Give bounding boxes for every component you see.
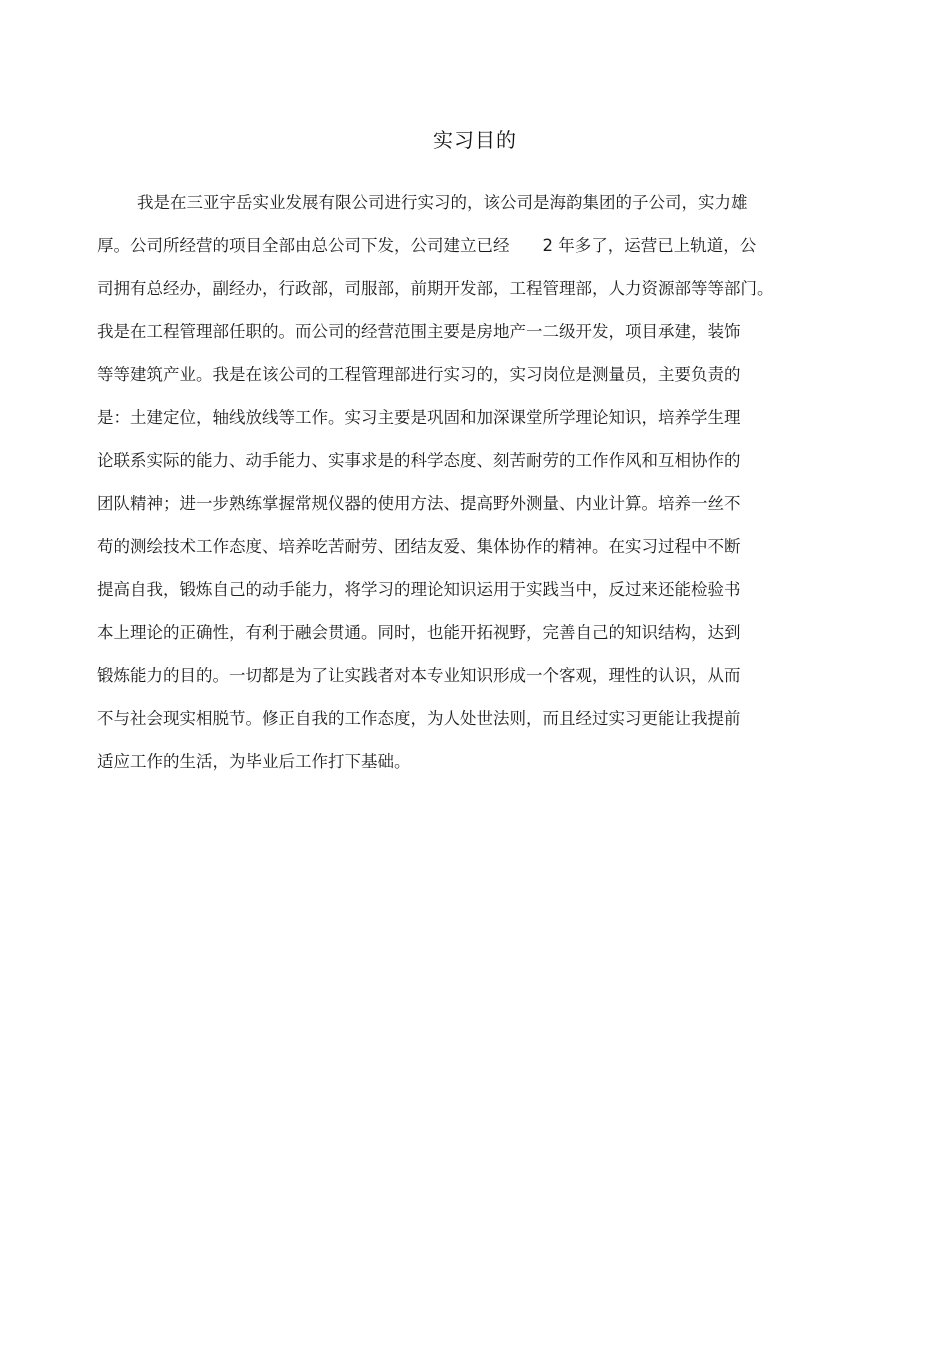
document-title: 实习目的 <box>433 128 517 152</box>
paragraph-line: 提高自我，锻炼自己的动手能力，将学习的理论知识运用于实践当中，反过来还能检验书 <box>97 580 741 599</box>
paragraph-line: 我是在三亚宇岳实业发展有限公司进行实习的，该公司是海韵集团的子公司，实力雄 <box>137 193 748 212</box>
paragraph-line: 团队精神；进一步熟练掌握常规仪器的使用方法、提高野外测量、内业计算。培养一丝不 <box>97 494 741 513</box>
paragraph-line: 是：土建定位，轴线放线等工作。实习主要是巩固和加深课堂所学理论知识，培养学生理 <box>97 408 741 427</box>
paragraph-line: 等等建筑产业。我是在该公司的工程管理部进行实习的，实习岗位是测量员，主要负责的 <box>97 365 741 384</box>
paragraph-line: 锻炼能力的目的。一切都是为了让实践者对本专业知识形成一个客观，理性的认识，从而 <box>97 666 741 685</box>
paragraph-line: 苟的测绘技术工作态度、培养吃苦耐劳、团结友爱、集体协作的精神。在实习过程中不断 <box>97 537 741 556</box>
paragraph-line: 论联系实际的能力、动手能力、实事求是的科学态度、刻苦耐劳的工作作风和互相协作的 <box>97 451 741 470</box>
paragraph-line: 司拥有总经办，副经办，行政部，司服部，前期开发部，工程管理部，人力资源部等等部门。 <box>97 279 774 298</box>
paragraph-line: 我是在工程管理部任职的。而公司的经营范围主要是房地产一二级开发，项目承建，装饰 <box>97 322 741 341</box>
body-paragraph <box>97 188 857 790</box>
paragraph-line: 本上理论的正确性，有利于融会贯通。同时，也能开拓视野，完善自己的知识结构，达到 <box>97 623 741 642</box>
paragraph-line: 适应工作的生活，为毕业后工作打下基础。 <box>97 752 411 771</box>
paragraph-line: 厚。公司所经营的项目全部由总公司下发，公司建立已经 2 年多了，运营已上轨道，公 <box>97 236 757 255</box>
paragraph-line: 不与社会现实相脱节。修正自我的工作态度，为人处世法则，而且经过实习更能让我提前 <box>97 709 741 728</box>
